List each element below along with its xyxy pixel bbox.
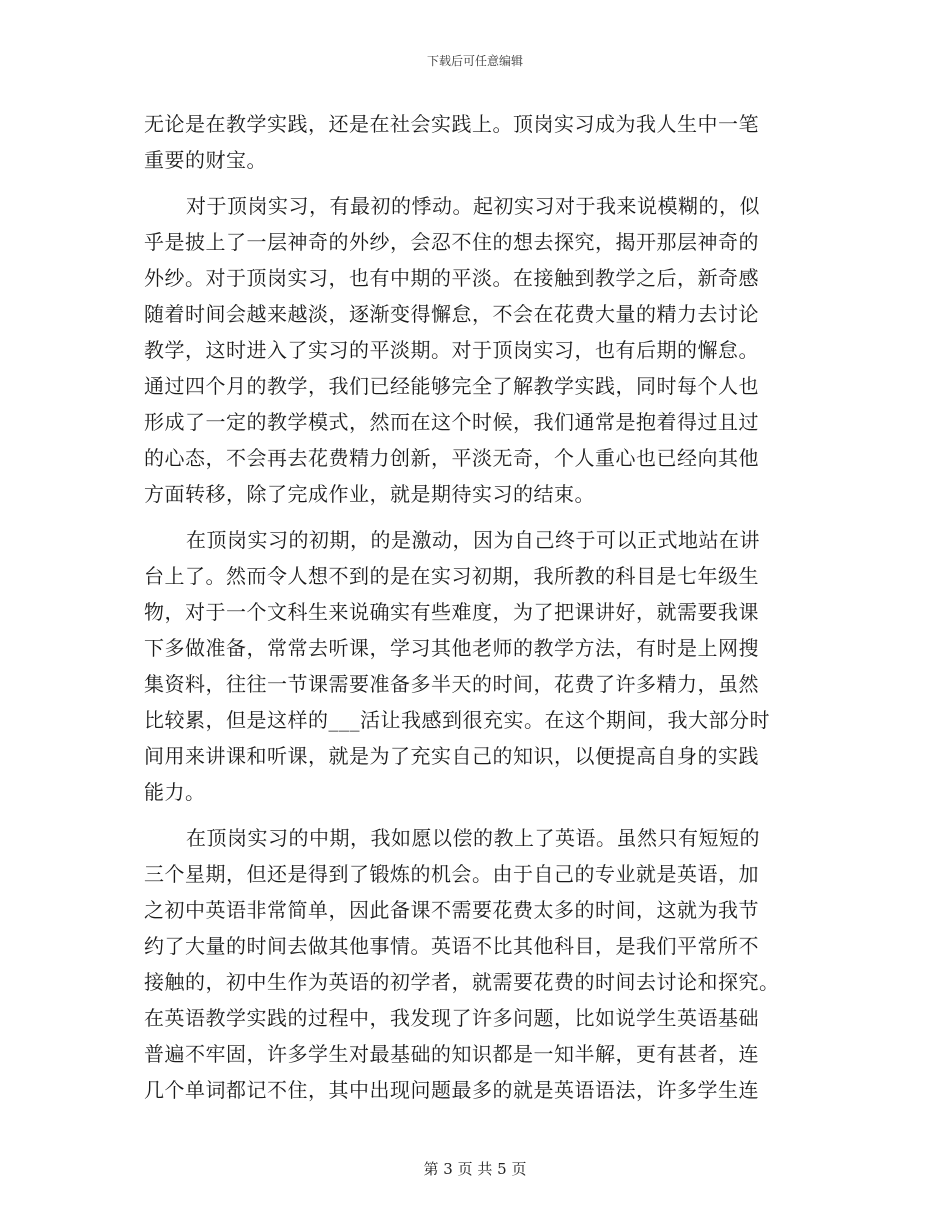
text-line: 比较累，但是这样的___活让我感到很充实。在这个期间，我大部分时 [144, 708, 770, 732]
text-line: 方面转移，除了完成作业，就是期待实习的结束。 [144, 482, 595, 506]
paragraph [144, 106, 808, 178]
text-line: 随着时间会越来越淡，逐渐变得懈怠，不会在花费大量的精力去讨论 [144, 302, 759, 326]
text-line: 三个星期，但还是得到了锻炼的机会。由于自己的专业就是英语，加 [144, 862, 759, 886]
text-line: 通过四个月的教学，我们已经能够完全了解教学实践，同时每个人也 [144, 374, 759, 398]
text-line: 下多做准备，常常去听课，学习其他老师的教学方法，有时是上网搜 [144, 636, 759, 660]
paragraph [144, 522, 808, 810]
text-line: 外纱。对于顶岗实习，也有中期的平淡。在接触到教学之后，新奇感 [144, 266, 759, 290]
page-footer: 第 3 页 共 5 页 [423, 1160, 527, 1178]
text-line: 之初中英语非常简单，因此备课不需要花费太多的时间，这就为我节 [144, 898, 759, 922]
text-line: 集资料，往往一节课需要准备多半天的时间，花费了许多精力，虽然 [144, 672, 759, 696]
document-body [144, 106, 808, 1108]
text-line: 在顶岗实习的中期，我如愿以偿的教上了英语。虽然只有短短的 [186, 826, 760, 850]
page-header: 下载后可任意编辑 [426, 54, 523, 68]
text-line: 乎是披上了一层神奇的外纱，会忍不住的想去探究，揭开那层神奇的 [144, 230, 759, 254]
text-line: 的心态，不会再去花费精力创新，平淡无奇，个人重心也已经向其他 [144, 446, 759, 470]
text-line: 对于顶岗实习，有最初的悸动。起初实习对于我来说模糊的，似 [186, 194, 760, 218]
paragraph [144, 188, 808, 512]
text-line: 能力。 [144, 780, 206, 804]
text-line: 几个单词都记不住，其中出现问题最多的就是英语语法，许多学生连 [144, 1078, 759, 1102]
text-line: 教学，这时进入了实习的平淡期。对于顶岗实习，也有后期的懈怠。 [144, 338, 759, 362]
text-line: 约了大量的时间去做其他事情。英语不比其他科目，是我们平常所不 [144, 934, 759, 958]
text-line: 形成了一定的教学模式，然而在这个时候，我们通常是抱着得过且过 [144, 410, 759, 434]
text-line: 接触的，初中生作为英语的初学者，就需要花费的时间去讨论和探究。 [144, 970, 780, 994]
text-line: 台上了。然而令人想不到的是在实习初期，我所教的科目是七年级生 [144, 564, 759, 588]
text-line: 普遍不牢固，许多学生对最基础的知识都是一知半解，更有甚者，连 [144, 1042, 759, 1066]
text-line: 无论是在教学实践，还是在社会实践上。顶岗实习成为我人生中一笔 [144, 112, 759, 136]
paragraph [144, 820, 808, 1108]
text-line: 间用来讲课和听课，就是为了充实自己的知识，以便提高自身的实践 [144, 744, 759, 768]
text-line: 在顶岗实习的初期，的是激动，因为自己终于可以正式地站在讲 [186, 528, 760, 552]
text-line: 物，对于一个文科生来说确实有些难度，为了把课讲好，就需要我课 [144, 600, 759, 624]
text-line: 重要的财宝。 [144, 148, 267, 172]
text-line: 在英语教学实践的过程中，我发现了许多问题，比如说学生英语基础 [144, 1006, 759, 1030]
